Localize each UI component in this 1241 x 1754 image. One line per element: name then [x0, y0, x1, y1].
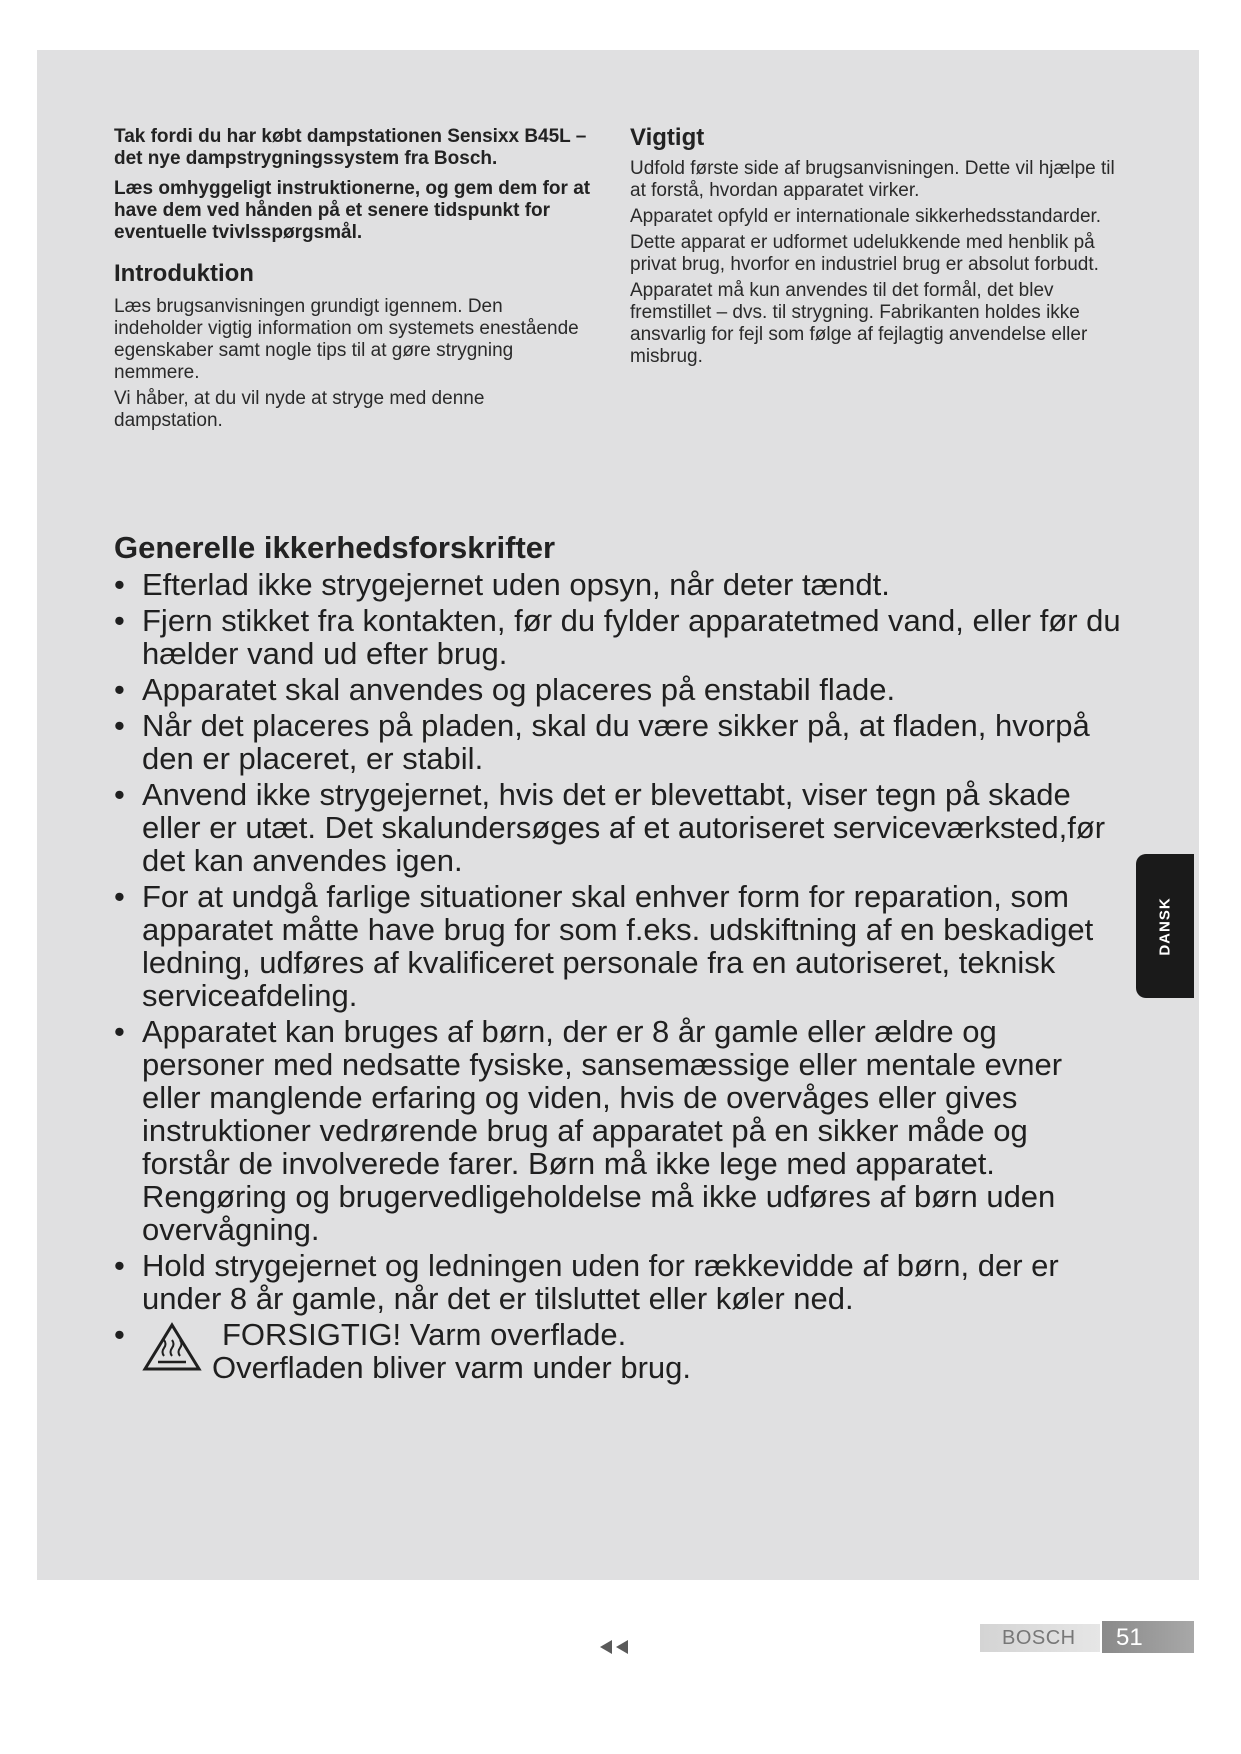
brand-label: BOSCH: [1002, 1627, 1076, 1649]
important-heading: Vigtigt: [630, 124, 705, 151]
safety-item-text: Apparatet skal anvendes og placeres på enstabil flade.: [142, 672, 896, 707]
safety-item: [114, 1249, 1124, 1315]
safety-item-text: Fjern stikket fra kontakten, før du fylder apparatetmed vand, eller før du hælder vand ud efter brug.: [142, 603, 1121, 671]
intro-body-2: Vi håber, at du vil nyde at stryge med denne dampstation.: [114, 388, 485, 431]
intro-heading: Introduktion: [114, 260, 254, 287]
safety-item-text: Når det placeres på pladen, skal du være sikker på, at fladen, hvorpå den er placeret, er stabil.: [142, 708, 1090, 776]
important-p3: Dette apparat er udformet udelukkende med henblik på privat brug, hvorfor en industriel brug er absolut forbudt.: [630, 232, 1099, 275]
language-tab: [1136, 854, 1194, 998]
safety-item-text: For at undgå farlige situationer skal enhver form for reparation, som apparatet måtte have brug for som f.eks. udskiftning af en beskadiget ledning, udføres af kvalificeret personale fra en autoriseret, teknisk serviceafdeling.: [142, 879, 1094, 1013]
safety-item: [114, 604, 1124, 670]
thanks-text: Tak fordi du har købt dampstationen Sensixx B45L – det nye dampstrygningssystem fra Bosch.: [114, 126, 587, 169]
warning-line-2: Overfladen bliver varm under brug.: [212, 1350, 692, 1385]
intro-body-1: Læs brugsanvisningen grundigt igennem. Den indeholder vigtig information om systemets enestående egenskaber samt nogle tips til at gøre strygning nemmere.: [114, 296, 579, 383]
bullet: •: [114, 1248, 125, 1283]
important-p2: Apparatet opfyld er internationale sikkerhedsstandarder.: [630, 206, 1102, 227]
warning-line-1: FORSIGTIG! Varm overflade.: [222, 1317, 627, 1352]
bullet: •: [114, 1317, 125, 1352]
safety-item: [114, 880, 1124, 1012]
safety-item: [114, 709, 1124, 775]
safety-item-text: Anvend ikke strygejernet, hvis det er blevettabt, viser tegn på skade eller er utæt. Det skalundersøges af et autoriseret serviceværksted,før det kan anvendes igen.: [142, 777, 1106, 878]
safety-item-text: Efterlad ikke strygejernet uden opsyn, når deter tændt.: [142, 567, 890, 602]
safety-item: [114, 568, 1124, 601]
important-p1: Udfold første side af brugsanvisningen. Dette vil hjælpe til at forstå, hvordan apparatet virker.: [630, 158, 1115, 201]
brand-box: [980, 1624, 1100, 1652]
bullet: •: [114, 603, 125, 638]
previous-page-arrows-icon[interactable]: [598, 1637, 632, 1657]
warning-row: [142, 1318, 1124, 1384]
bullet: •: [114, 777, 125, 812]
bullet: •: [114, 567, 125, 602]
safety-item-text: Hold strygejernet og ledningen uden for rækkevidde af børn, der er under 8 år gamle, når det er tilsluttet eller køler ned.: [142, 1248, 1059, 1316]
important-p4: Apparatet må kun anvendes til det formål, det blev fremstillet – dvs. til strygning. Fabrikanten holdes ikke ansvarlig for fejl som følge af fejlagtig anvendelse eller misbrug.: [630, 280, 1088, 367]
safety-title: Generelle ikkerhedsforskrifter: [114, 530, 556, 565]
important-column: [630, 124, 1130, 372]
intro-column: [114, 126, 594, 436]
safety-item: [114, 778, 1124, 877]
warning-text: [212, 1318, 691, 1384]
bullet: •: [114, 672, 125, 707]
page-number: 51: [1116, 1624, 1143, 1651]
read-instructions-text: Læs omhyggeligt instruktionerne, og gem dem for at have dem ved hånden på et senere tidspunkt for eventuelle tvivlsspørgsmål.: [114, 178, 591, 243]
safety-item: [114, 673, 1124, 706]
language-tab-label: DANSK: [1156, 896, 1174, 956]
bullet: •: [114, 1014, 125, 1049]
safety-item-text: Apparatet kan bruges af børn, der er 8 år gamle eller ældre og personer med nedsatte fysiske, sansemæssige eller mentale evner eller manglende erfaring og viden, hvis de overvåges eller gives instruktioner vedrørende brug af apparatet på en sikker måde og forstår de involverede farer. Børn må ikke lege med apparatet. Rengøring og brugervedligeholdelse må ikke udføres af børn uden overvågning.: [142, 1014, 1063, 1247]
safety-item: [114, 1015, 1124, 1246]
bullet: •: [114, 708, 125, 743]
page-number-box: [1102, 1621, 1194, 1653]
safety-section: [114, 530, 1124, 1387]
safety-list: [114, 568, 1124, 1384]
safety-item-warning: [114, 1318, 1124, 1384]
bullet: •: [114, 879, 125, 914]
hot-surface-warning-icon: [142, 1322, 202, 1372]
